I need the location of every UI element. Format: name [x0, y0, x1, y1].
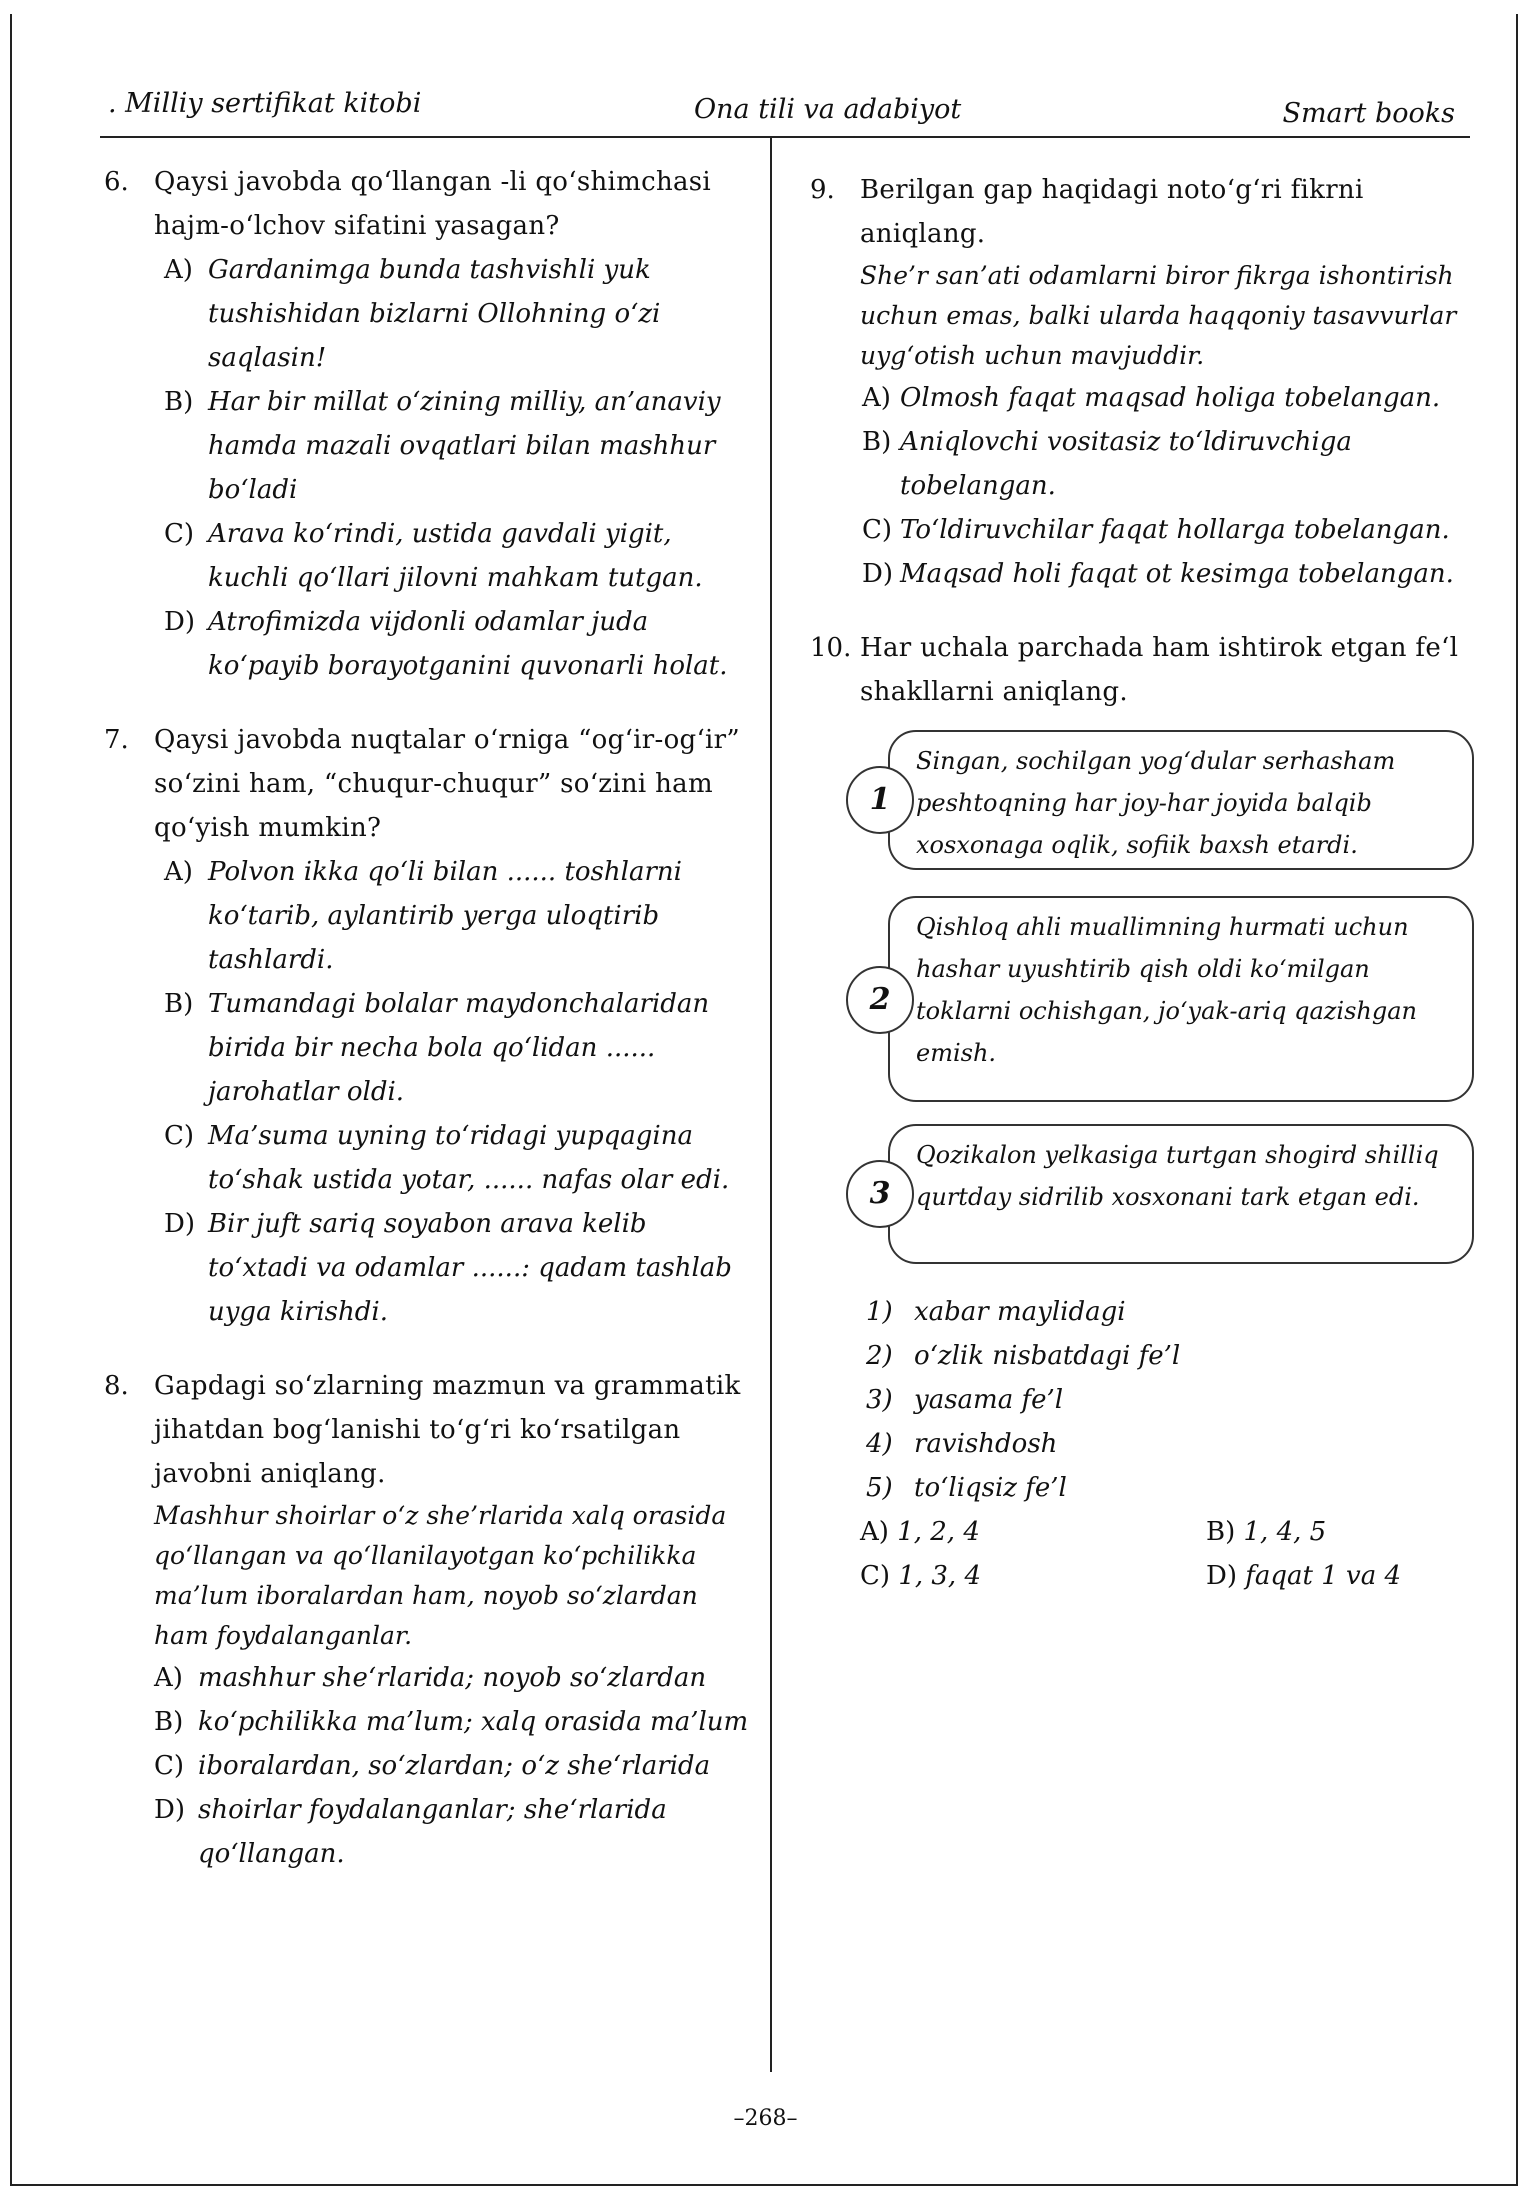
option-c[interactable] [104, 512, 754, 600]
question-number: 6. [104, 167, 129, 197]
question-stem: Qaysi javobda qo‘llangan -li qo‘shimchasi hajm-o‘lchov sifatini yasagan? [154, 167, 712, 241]
page-header [0, 84, 1531, 134]
publisher-name: Smart books [1282, 98, 1455, 129]
question-stem: Gapdagi so‘zlarning mazmun va grammatik jihatdan bog‘lanishi to‘g‘ri ko‘rsatilgan javobni aniqlang. [154, 1371, 741, 1489]
option-label: C) [862, 515, 893, 545]
option-text: iboralardan, so‘zlardan; o‘z she‘rlarida [198, 1751, 711, 1781]
option-d[interactable] [104, 1202, 754, 1334]
option-text: shoirlar foydalanganlar; she‘rlarida qo‘llangan. [198, 1795, 667, 1869]
option-d[interactable] [810, 552, 1470, 596]
option-a[interactable] [104, 248, 754, 380]
option-label: B) [164, 989, 194, 1019]
book-title: . Milliy sertifikat kitobi [108, 88, 422, 119]
option-a[interactable] [810, 376, 1470, 420]
fragment-number-circle: 2 [846, 966, 914, 1034]
option-d[interactable] [104, 600, 754, 688]
page-number: –268– [733, 2106, 798, 2131]
question-10 [810, 626, 1470, 1606]
fragment-text: Qozikalon yelkasiga turtgan shogird shilliq qurtday sidrilib xosxonani tark etgan edi. [888, 1124, 1474, 1264]
option-a[interactable] [104, 1656, 754, 1700]
option-text: Polvon ikka qo‘li bilan ...... toshlarni ko‘tarib, aylantirib yerga uloqtirib tashlardi. [208, 857, 682, 975]
option-label: B) [154, 1707, 184, 1737]
question-number: 8. [104, 1371, 129, 1401]
option-label: A) [154, 1663, 183, 1693]
option-text: Maqsad holi faqat ot kesimga tobelangan. [900, 559, 1454, 589]
option-text: Har bir millat o‘zining milliy, an’anaviy hamda mazali ovqatlari bilan mashhur bo‘ladi [208, 387, 721, 505]
option-label: B) [164, 387, 194, 417]
option-text: Gardanimga bunda tashvishli yuk tushishidan bizlarni Ollohning o‘zi saqlasin! [208, 255, 661, 373]
option-c[interactable]: C) 1, 3, 4 [860, 1561, 981, 1591]
option-b[interactable] [104, 1700, 754, 1744]
question-stem: Berilgan gap haqidagi noto‘g‘ri fikrni aniqlang. [860, 175, 1364, 249]
subject-title: Ona tili va adabiyot [694, 94, 962, 125]
fragment-2 [840, 896, 1470, 1067]
option-text: Arava ko‘rindi, ustida gavdali yigit, kuchli qo‘llari jilovni mahkam tutgan. [208, 519, 703, 593]
option-label: D) [164, 607, 195, 637]
option-text: Ma’suma uyning to‘ridagi yupqagina to‘shak ustida yotar, ...... nafas olar edi. [208, 1121, 730, 1195]
option-label: A) [862, 383, 891, 413]
option-label: D) [154, 1795, 185, 1825]
left-column [104, 160, 754, 1896]
option-label: B) [862, 427, 892, 457]
option-label: A) [164, 255, 193, 285]
fragment-3 [840, 1124, 1470, 1274]
fragment-number-circle: 3 [846, 1160, 914, 1228]
option-c[interactable] [104, 1114, 754, 1202]
list-item: 5) to‘liqsiz fe’l [866, 1473, 1067, 1503]
fragment-text: Singan, sochilgan yog‘dular serhasham peshtoqning har joy-har joyida balqib xosxonaga oqlik, sofiik baxsh etardi. [888, 730, 1474, 870]
option-text: To‘ldiruvchilar faqat hollarga tobelangan. [900, 515, 1450, 545]
option-label: D) [862, 559, 893, 589]
option-c[interactable] [104, 1744, 754, 1788]
option-c[interactable] [810, 508, 1470, 552]
option-b[interactable] [104, 982, 754, 1114]
right-column [810, 168, 1470, 1626]
option-a[interactable] [104, 850, 754, 982]
option-label: C) [164, 1121, 195, 1151]
option-text: Atrofimizda vijdonli odamlar juda ko‘payib borayotganini quvonarli holat. [208, 607, 728, 681]
question-number: 10. [810, 633, 852, 663]
option-text: Bir juft sariq soyabon arava kelib to‘xtadi va odamlar ......: qadam tashlab uyga kirishdi. [208, 1209, 732, 1327]
question-passage: She’r san’ati odamlarni biror fikrga ishontirish uchun emas, balki ularda haqqoniy tasavvurlar uyg‘otish uchun mavjuddir. [860, 261, 1457, 370]
option-text: mashhur she‘rlarida; noyob so‘zlardan [198, 1663, 707, 1693]
option-b[interactable] [810, 420, 1470, 508]
question-7 [104, 718, 754, 1334]
option-b[interactable]: B) 1, 4, 5 [1206, 1517, 1327, 1547]
option-text: Tumandagi bolalar maydonchalaridan birida bir necha bola qo‘lidan ...... jarohatlar oldi. [208, 989, 710, 1107]
question-9 [810, 168, 1470, 596]
option-text: Olmosh faqat maqsad holiga tobelangan. [900, 383, 1441, 413]
option-label: A) [164, 857, 193, 887]
question-stem: Har uchala parchada ham ishtirok etgan fe‘l shakllarni aniqlang. [860, 633, 1459, 707]
question-stem: Qaysi javobda nuqtalar o‘rniga “og‘ir-og‘ir” so‘zini ham, “chuqur-chuqur” so‘zini ham qo‘yish mumkin? [154, 725, 740, 843]
question-8 [104, 1364, 754, 1876]
option-text: Aniqlovchi vositasiz to‘ldiruvchiga tobelangan. [900, 427, 1352, 501]
option-d[interactable] [104, 1788, 754, 1876]
question-number: 7. [104, 725, 129, 755]
option-a[interactable]: A) 1, 2, 4 [860, 1517, 980, 1547]
option-label: D) [164, 1209, 195, 1239]
question-passage: Mashhur shoirlar o‘z she’rlarida xalq orasida qo‘llangan va qo‘llanilayotgan ko‘pchilikka ma’lum iboralardan ham, noyob so‘zlardan ham foydalanganlar. [154, 1501, 727, 1650]
option-label: C) [154, 1751, 185, 1781]
fragment-1 [840, 730, 1470, 880]
header-rule [100, 136, 1470, 138]
option-b[interactable] [104, 380, 754, 512]
question-6 [104, 160, 754, 688]
fragment-text: Qishloq ahli muallimning hurmati uchun hashar uyushtirib qish oldi ko‘milgan toklarni ochishgan, jo‘yak-ariq qazishgan emish. [888, 896, 1474, 1102]
list-item: 4) ravishdosh [866, 1429, 1058, 1459]
option-text: ko‘pchilikka ma’lum; xalq orasida ma’lum [198, 1707, 749, 1737]
option-label: C) [164, 519, 195, 549]
list-item: 3) yasama fe’l [866, 1385, 1064, 1415]
column-divider [770, 136, 772, 2072]
question-number: 9. [810, 175, 835, 205]
fragment-number-circle: 1 [846, 766, 914, 834]
list-item: 2) o‘zlik nisbatdagi fe’l [866, 1341, 1181, 1371]
list-item: 1) xabar maylidagi [866, 1297, 1126, 1327]
option-d[interactable]: D) faqat 1 va 4 [1206, 1561, 1402, 1591]
feature-list [810, 1290, 1470, 1510]
answer-options [860, 1510, 1470, 1606]
